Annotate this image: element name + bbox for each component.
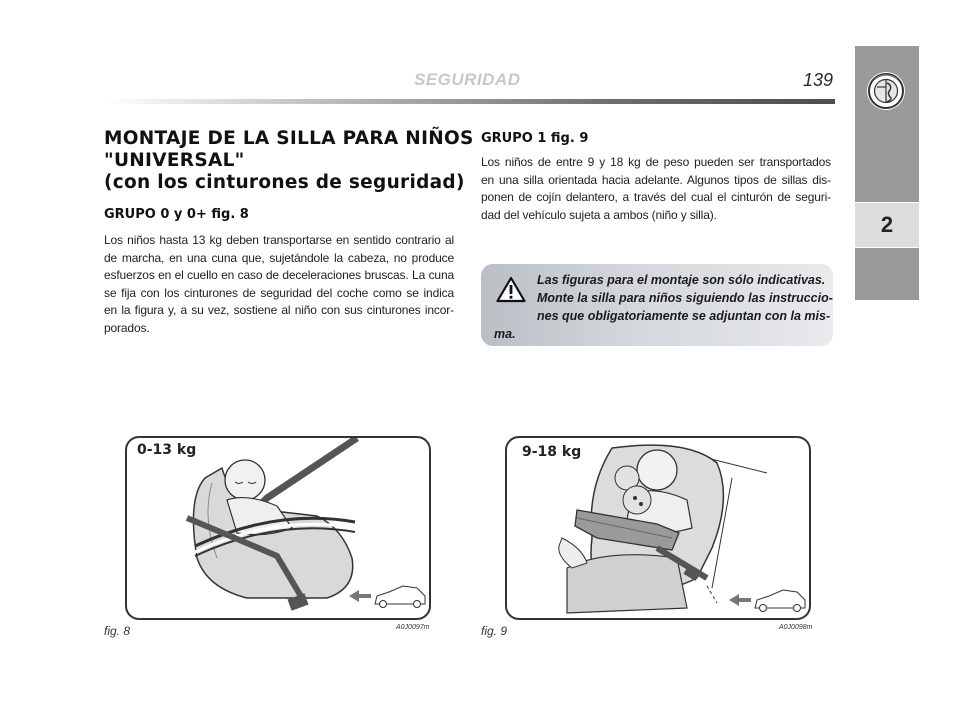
group-0-heading: GRUPO 0 y 0+ fig. 8 bbox=[104, 207, 249, 222]
body-line: de marcha, en una cuna que, sujetándole la cabeza, no produce bbox=[104, 250, 454, 265]
alfa-romeo-badge-icon bbox=[866, 71, 906, 111]
warning-line: nes que obligatoriamente se adjuntan con la mis- bbox=[537, 309, 831, 323]
header-rule bbox=[105, 99, 835, 104]
warning-line: Monte la silla para niños siguiendo las instruccio- bbox=[537, 291, 833, 305]
figure-9-caption: fig. 9 bbox=[481, 624, 508, 638]
figure-8-code: A0J0097m bbox=[396, 624, 430, 631]
page-number: 139 bbox=[803, 70, 834, 90]
chapter-number: 2 bbox=[855, 202, 919, 248]
body-line: Los niños de entre 9 y 18 kg de peso pueden ser transportados bbox=[481, 155, 831, 169]
body-line: dad del vehículo sujeta a ambos (niño y silla). bbox=[481, 207, 717, 222]
body-line: se fija con los cinturones de seguridad del coche como se indica bbox=[104, 285, 454, 300]
body-line: en una silla orientada hacia adelante. Algunos tipos de sillas dis- bbox=[481, 172, 831, 187]
body-line: en la figura y, a su vez, sostiene al niño con sus cinturones incor- bbox=[104, 303, 454, 317]
figure-9-weight-label: 9-18 kg bbox=[522, 444, 582, 460]
body-line: ponen de cojín delantero, a través del cual el cinturón de seguri- bbox=[481, 190, 831, 204]
main-heading-line: (con los cinturones de seguridad) bbox=[104, 172, 465, 193]
group-1-body bbox=[481, 154, 831, 224]
forward-facing-child-seat-illustration bbox=[507, 438, 809, 618]
figure-9-frame bbox=[505, 436, 811, 620]
section-title: SEGURIDAD bbox=[414, 70, 521, 89]
main-heading-line: MONTAJE DE LA SILLA PARA NIÑOS bbox=[104, 128, 474, 149]
body-line: porados. bbox=[104, 320, 150, 335]
main-heading bbox=[104, 128, 474, 194]
warning-line: Las figuras para el montaje son sólo indicativas. bbox=[537, 273, 826, 287]
group-1-heading: GRUPO 1 fig. 9 bbox=[481, 131, 589, 146]
figure-8-weight-label: 0-13 kg bbox=[137, 442, 197, 458]
figure-8-frame bbox=[125, 436, 431, 620]
body-line: esfuerzos en el cuello en caso de deceleraciones bruscas. La cuna bbox=[104, 268, 454, 282]
rear-facing-infant-carrier-illustration bbox=[127, 438, 429, 618]
warning-text bbox=[494, 271, 833, 343]
warning-line: ma. bbox=[494, 327, 516, 341]
figure-9-code: A0J0098m bbox=[779, 624, 813, 631]
figure-8-caption: fig. 8 bbox=[104, 624, 131, 638]
group-0-body bbox=[104, 232, 454, 337]
body-line: Los niños hasta 13 kg deben transportarse en sentido contrario al bbox=[104, 233, 454, 247]
main-heading-line: "UNIVERSAL" bbox=[104, 150, 245, 171]
